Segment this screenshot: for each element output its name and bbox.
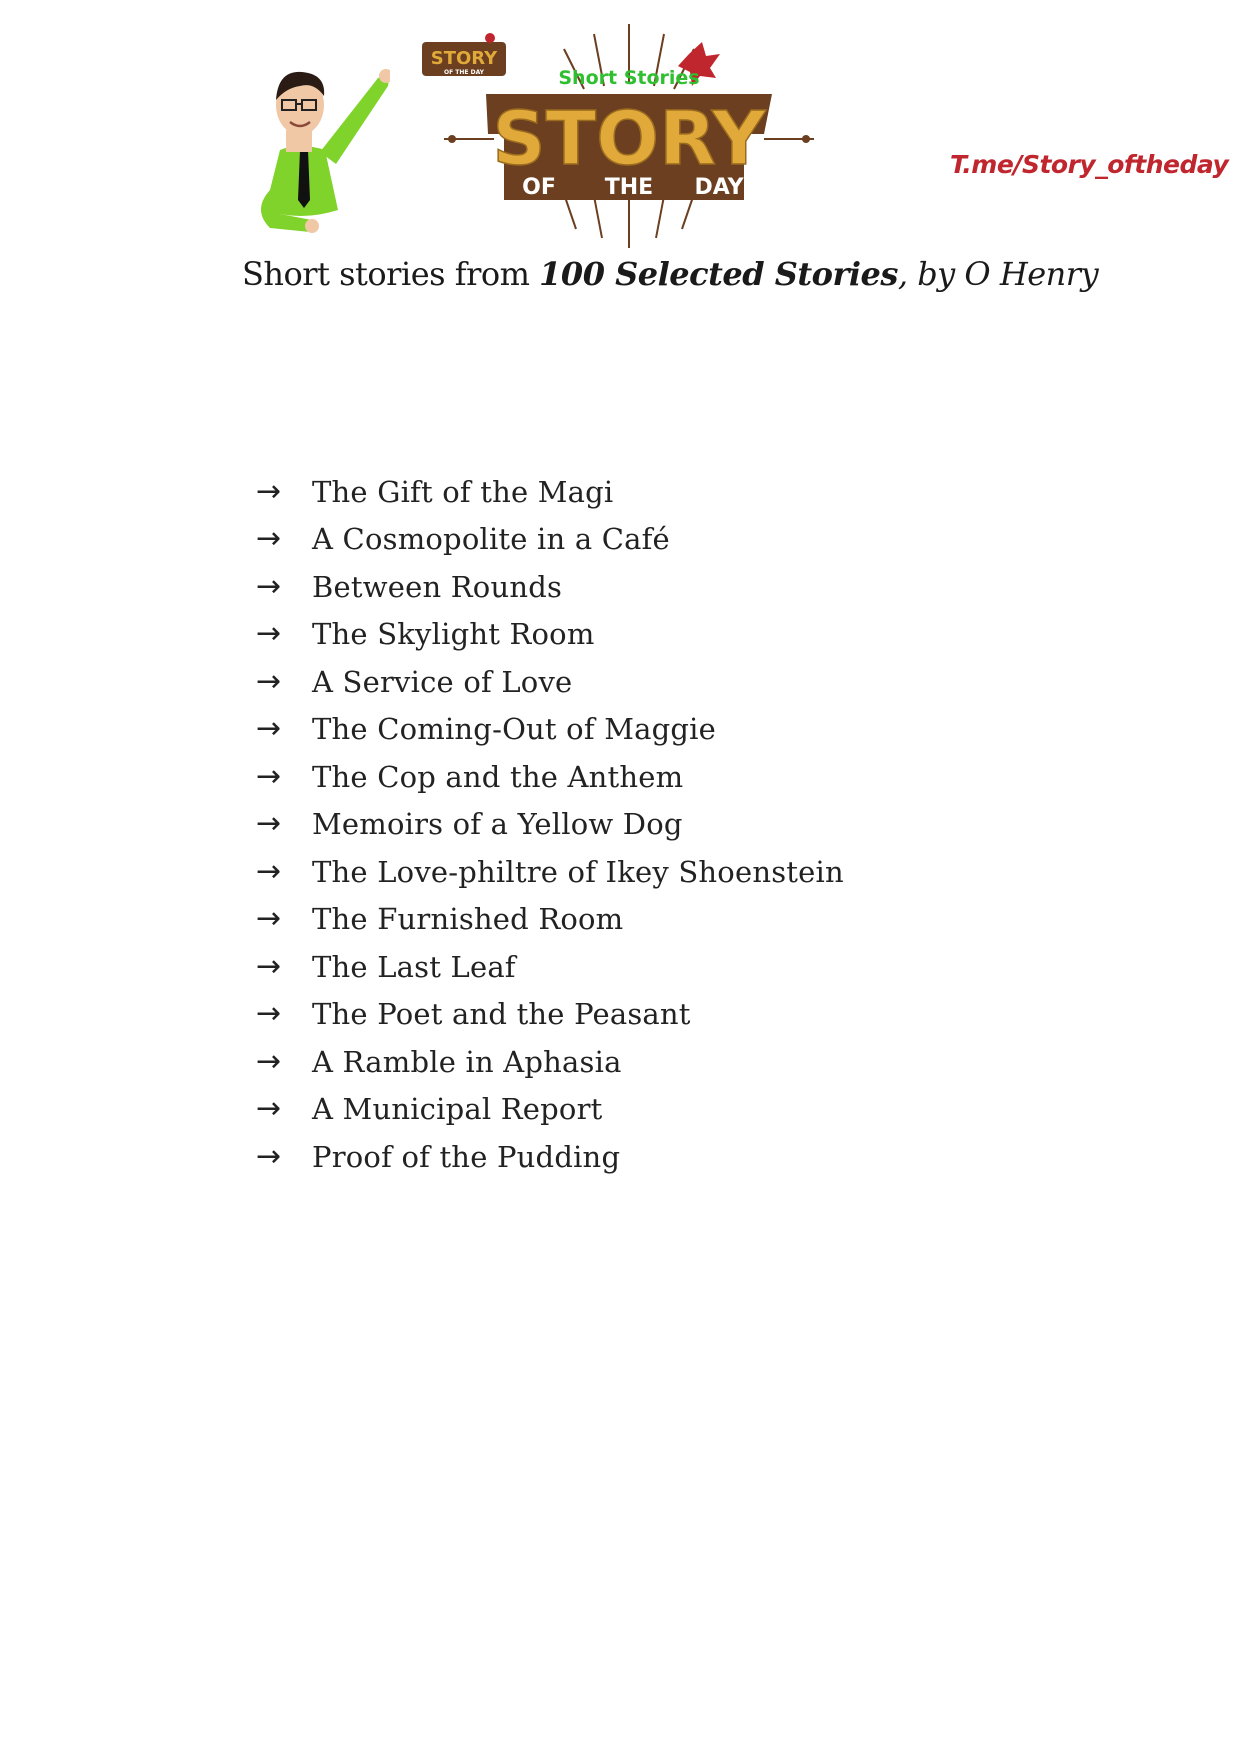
svg-text:OF THE DAY: OF THE DAY <box>444 69 484 76</box>
story-list-item <box>256 801 844 849</box>
logo-word: STORY <box>492 96 766 182</box>
arrow-right-icon: → <box>256 568 282 604</box>
story-title: The Last Leaf <box>312 949 516 984</box>
story-list-item <box>256 1086 844 1134</box>
story-list-item <box>256 991 844 1039</box>
arrow-right-icon: → <box>256 901 282 937</box>
story-list-item <box>256 658 844 706</box>
story-title: The Furnished Room <box>312 902 624 937</box>
logo-tagline: Short Stories <box>558 67 700 89</box>
story-list-item <box>256 943 844 991</box>
arrow-right-icon: → <box>256 758 282 794</box>
story-list-item <box>256 563 844 611</box>
presenter-character-illustration <box>240 60 390 240</box>
arrow-right-icon: → <box>256 996 282 1032</box>
arrow-right-icon: → <box>256 663 282 699</box>
story-title: A Service of Love <box>312 664 573 699</box>
story-title: The Skylight Room <box>312 617 595 652</box>
story-title: The Coming-Out of Maggie <box>312 712 716 747</box>
story-title: The Poet and the Peasant <box>312 997 691 1032</box>
story-title: Between Rounds <box>312 569 563 604</box>
heading-author: , by O Henry <box>897 255 1099 293</box>
story-title: Proof of the Pudding <box>312 1139 621 1174</box>
logo-subtitle-of: OF <box>522 175 556 200</box>
page-heading <box>242 255 1098 293</box>
arrow-right-icon: → <box>256 1138 282 1174</box>
story-list-item <box>256 706 844 754</box>
story-title: A Ramble in Aphasia <box>312 1044 622 1079</box>
arrow-right-icon: → <box>256 616 282 652</box>
telegram-channel-link[interactable]: T.me/Story_oftheday <box>950 150 1229 179</box>
arrow-right-icon: → <box>256 473 282 509</box>
story-title: The Love-philtre of Ikey Shoenstein <box>312 854 844 889</box>
story-title: The Gift of the Magi <box>312 474 614 509</box>
arrow-right-icon: → <box>256 1091 282 1127</box>
story-title: The Cop and the Anthem <box>312 759 684 794</box>
story-of-the-day-logo <box>444 24 814 248</box>
story-title: A Cosmopolite in a Café <box>312 522 670 557</box>
story-title: A Municipal Report <box>312 1092 603 1127</box>
story-title: Memoirs of a Yellow Dog <box>312 807 683 842</box>
story-list <box>256 468 844 1181</box>
arrow-right-icon: → <box>256 853 282 889</box>
arrow-right-icon: → <box>256 1043 282 1079</box>
story-list-item <box>256 1133 844 1181</box>
arrow-right-icon: → <box>256 806 282 842</box>
arrow-right-icon: → <box>256 948 282 984</box>
logo-subtitle-day: DAY <box>694 175 744 200</box>
logo-subtitle-the: THE <box>604 175 654 200</box>
book-title: 100 Selected Stories <box>539 255 898 293</box>
story-list-item <box>256 896 844 944</box>
story-list-item <box>256 753 844 801</box>
heading-prefix: Short stories from <box>242 255 540 293</box>
story-list-item <box>256 516 844 564</box>
story-list-item <box>256 1038 844 1086</box>
arrow-right-icon: → <box>256 711 282 747</box>
svg-text:STORY: STORY <box>430 48 498 69</box>
story-list-item <box>256 848 844 896</box>
arrow-right-icon: → <box>256 521 282 557</box>
story-list-item <box>256 611 844 659</box>
story-list-item <box>256 468 844 516</box>
